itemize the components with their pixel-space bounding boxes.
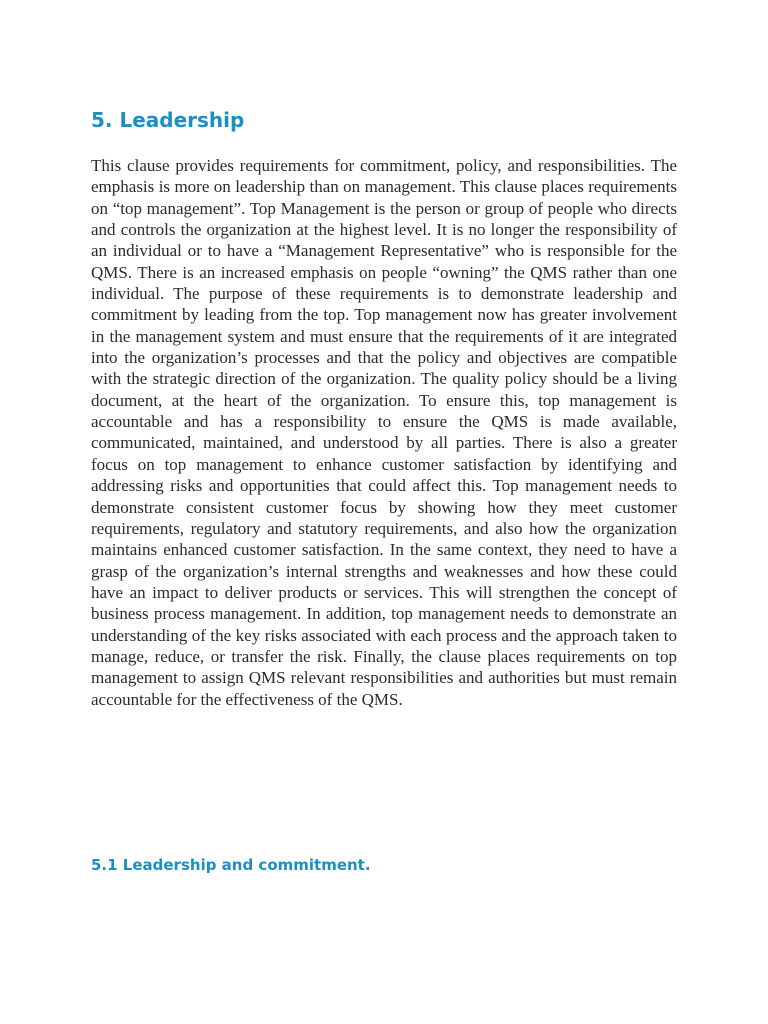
- section-heading: 5. Leadership: [91, 108, 245, 132]
- subsection-heading: 5.1 Leadership and commitment.: [91, 856, 371, 874]
- section-body-paragraph: This clause provides requirements for commitment, policy, and responsibilities. The emphasis is more on leadership than on management. This clause places requirements on “top management”. Top Management is the person or group of people who directs and controls the organization at the highest level. It is no longer the responsibility of an individual or to have a “Management Representative” who is responsible for the QMS. There is an increased emphasis on people “owning” the QMS rather than one individual. The purpose of these requirements is to demonstrate leadership and commitment by leading from the top. Top management now has greater involvement in the management system and must ensure that the requirements of it are integrated into the organization’s processes and that the policy and objectives are compatible with the strategic direction of the organization. The quality policy should be a living document, at the heart of the organization. To ensure this, top management is accountable and has a responsibility to ensure the QMS is made available, communicated, maintained, and understood by all parties. There is also a greater focus on top management to enhance customer satisfaction by identifying and addressing risks and opportunities that could affect this. Top management needs to demonstrate consistent customer focus by showing how they meet customer requirements, regulatory and statutory requirements, and also how the organization maintains enhanced customer satisfaction. In the same context, they need to have a grasp of the organization’s internal strengths and weaknesses and how these could have an impact to deliver products or services. This will strengthen the concept of business process management. In addition, top management needs to demonstrate an understanding of the key risks associated with each process and the approach taken to manage, reduce, or transfer the risk. Finally, the clause places requirements on top management to assign QMS relevant responsibilities and authorities but must remain accountable for the effectiveness of the QMS.: [91, 156, 677, 709]
